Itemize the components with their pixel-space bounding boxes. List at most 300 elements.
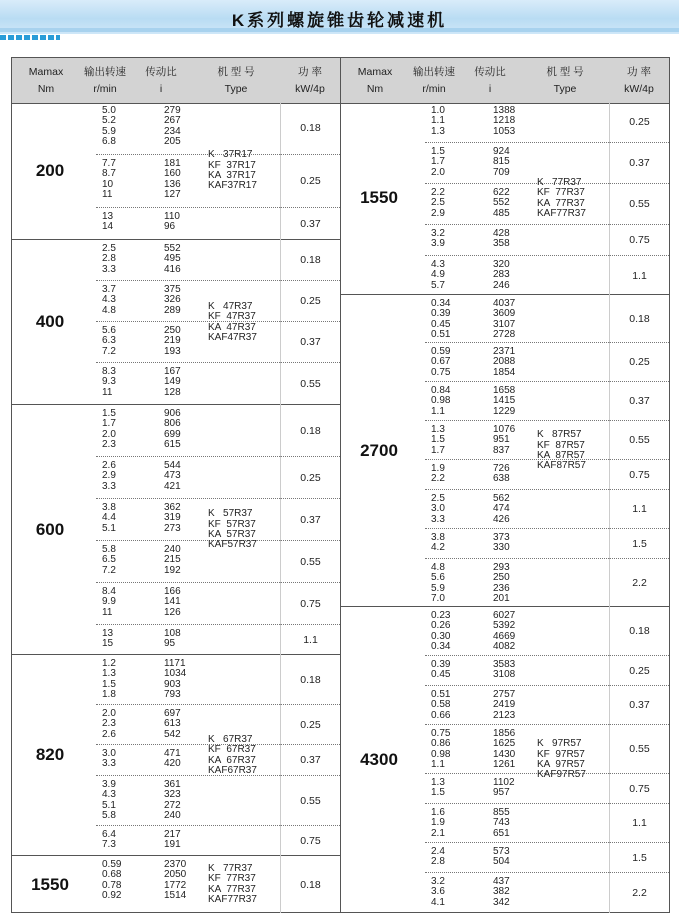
ratio-list bbox=[164, 212, 204, 233]
ratio-value: 437 bbox=[493, 876, 510, 887]
output-speed-value: 6.5 bbox=[102, 554, 116, 566]
ratio-value: 361 bbox=[164, 779, 181, 790]
ratio-value: 2370 bbox=[164, 859, 187, 870]
ratio-value: 127 bbox=[164, 188, 181, 200]
torque-value: 820 bbox=[35, 745, 65, 764]
ratio-list bbox=[164, 709, 204, 740]
model-type-value: KA 77R37 bbox=[537, 197, 585, 209]
model-type-value: KF 77R37 bbox=[537, 187, 585, 199]
ratio-value: 474 bbox=[493, 503, 510, 515]
model-type-value: KAF67R37 bbox=[208, 764, 257, 776]
ratio-list bbox=[493, 386, 533, 417]
output-speed-value: 1.8 bbox=[102, 688, 116, 700]
ratio-list bbox=[164, 860, 204, 901]
ratio-value: 421 bbox=[164, 480, 181, 492]
output-speed-value: 4.3 bbox=[102, 789, 116, 801]
output-speed-value: 5.7 bbox=[431, 279, 445, 291]
ratio-value: 279 bbox=[164, 105, 181, 116]
ratio-value: 373 bbox=[493, 532, 510, 543]
header-speed-unit: r/min bbox=[93, 83, 117, 95]
ratio-value: 246 bbox=[493, 279, 510, 291]
ratio-value: 1053 bbox=[493, 125, 516, 137]
ratio-value: 1658 bbox=[493, 385, 516, 396]
output-speed-list bbox=[102, 780, 142, 821]
header-power-label: 功 率 bbox=[627, 66, 651, 78]
header-speed bbox=[409, 64, 459, 98]
ratio-value: 320 bbox=[493, 259, 510, 270]
output-speed-list bbox=[431, 494, 471, 525]
ratio-value: 793 bbox=[164, 688, 181, 700]
output-speed-value: 1.3 bbox=[102, 668, 116, 680]
output-speed-value: 3.3 bbox=[431, 513, 445, 525]
output-speed-value: 2.5 bbox=[431, 493, 445, 504]
ratio-list bbox=[493, 847, 533, 868]
header-power-unit: kW/4p bbox=[624, 83, 654, 95]
output-speed-list bbox=[431, 690, 471, 721]
ratio-list bbox=[493, 229, 533, 250]
header-ratio-label: 传动比 bbox=[474, 66, 506, 78]
power-value: 0.55 bbox=[280, 541, 340, 583]
output-speed-value: 4.9 bbox=[431, 269, 445, 281]
ratio-value: 293 bbox=[493, 562, 510, 573]
ratio-value: 193 bbox=[164, 345, 181, 357]
ratio-list bbox=[164, 780, 204, 821]
model-type-list bbox=[208, 405, 280, 655]
model-type-value: KA 77R37 bbox=[208, 883, 256, 895]
output-speed-value: 3.2 bbox=[431, 228, 445, 239]
ratio-value: 951 bbox=[493, 434, 510, 446]
torque-value: 400 bbox=[35, 312, 65, 331]
power-value: 2.2 bbox=[609, 873, 669, 913]
ratio-value: 495 bbox=[164, 253, 181, 265]
model-type-value: K 67R37 bbox=[208, 733, 253, 745]
model-type-value: KA 67R37 bbox=[208, 754, 256, 766]
output-speed-value: 0.84 bbox=[431, 385, 451, 396]
model-type-value: KA 47R37 bbox=[208, 321, 256, 333]
power-value: 1.1 bbox=[609, 804, 669, 843]
output-speed-value: 5.9 bbox=[431, 582, 445, 594]
output-speed-value: 1.5 bbox=[431, 146, 445, 157]
output-speed-value: 1.9 bbox=[431, 463, 445, 474]
output-speed-list bbox=[431, 425, 471, 456]
ratio-value: 1772 bbox=[164, 879, 187, 891]
output-speed-list bbox=[431, 260, 471, 291]
output-speed-value: 2.6 bbox=[102, 728, 116, 740]
output-speed-value: 0.26 bbox=[431, 620, 451, 632]
power-value: 0.37 bbox=[609, 382, 669, 421]
power-value: 0.18 bbox=[280, 405, 340, 457]
output-speed-value: 8.3 bbox=[102, 366, 116, 377]
output-speed-value: 4.2 bbox=[431, 542, 445, 554]
ratio-value: 149 bbox=[164, 376, 181, 388]
header-torque-unit: Nm bbox=[366, 83, 384, 95]
output-speed-value: 4.4 bbox=[102, 512, 116, 524]
output-speed-value: 1.1 bbox=[431, 758, 445, 770]
ratio-list bbox=[493, 877, 533, 908]
ratio-value: 2088 bbox=[493, 356, 516, 368]
ratio-value: 160 bbox=[164, 168, 181, 180]
output-speed-list bbox=[102, 285, 142, 316]
model-type-list bbox=[208, 856, 280, 913]
output-speed-value: 1.7 bbox=[431, 156, 445, 168]
ratio-list bbox=[493, 260, 533, 291]
output-speed-value: 14 bbox=[102, 221, 114, 233]
ratio-value: 699 bbox=[164, 428, 181, 440]
power-value: 0.25 bbox=[609, 102, 669, 143]
ratio-list bbox=[164, 106, 204, 147]
ratio-value: 167 bbox=[164, 366, 181, 377]
ratio-value: 3108 bbox=[493, 669, 516, 681]
model-type-value: KAF87R57 bbox=[537, 460, 586, 472]
output-speed-list bbox=[102, 159, 142, 200]
output-speed-value: 0.58 bbox=[431, 699, 451, 711]
right-table bbox=[340, 57, 670, 913]
ratio-value: 136 bbox=[164, 178, 181, 190]
ratio-value: 192 bbox=[164, 564, 181, 576]
output-speed-value: 5.6 bbox=[431, 572, 445, 584]
model-type-value: KF 97R57 bbox=[537, 748, 585, 760]
table-header bbox=[341, 58, 669, 104]
output-speed-value: 6.4 bbox=[102, 829, 116, 840]
ratio-value: 323 bbox=[164, 789, 181, 801]
ratio-list bbox=[164, 830, 204, 851]
header-ratio bbox=[459, 64, 521, 98]
ratio-value: 1854 bbox=[493, 366, 516, 378]
ratio-value: 201 bbox=[493, 592, 510, 604]
output-speed-value: 7.7 bbox=[102, 158, 116, 169]
ratio-value: 342 bbox=[493, 896, 510, 908]
output-speed-value: 4.8 bbox=[102, 304, 116, 316]
output-speed-list bbox=[431, 188, 471, 219]
ratio-list bbox=[164, 159, 204, 200]
ratio-value: 426 bbox=[493, 513, 510, 525]
output-speed-value: 0.75 bbox=[431, 728, 451, 739]
power-value: 0.18 bbox=[280, 655, 340, 705]
model-type-value: KAF97R57 bbox=[537, 769, 586, 781]
ratio-value: 1430 bbox=[493, 748, 516, 760]
model-type-list bbox=[208, 655, 280, 856]
output-speed-value: 2.8 bbox=[102, 253, 116, 265]
power-value: 0.37 bbox=[609, 143, 669, 184]
power-value: 2.2 bbox=[609, 559, 669, 607]
page-title: K系列螺旋锥齿轮减速机 bbox=[231, 11, 448, 30]
model-type-value: KAF47R37 bbox=[208, 331, 257, 343]
ratio-list bbox=[164, 326, 204, 357]
ratio-value: 1856 bbox=[493, 728, 516, 739]
ratio-value: 283 bbox=[493, 269, 510, 281]
header-ratio-label: 传动比 bbox=[145, 66, 177, 78]
output-speed-value: 0.34 bbox=[431, 640, 451, 652]
output-speed-value: 3.7 bbox=[102, 284, 116, 295]
ratio-value: 622 bbox=[493, 187, 510, 198]
ratio-value: 128 bbox=[164, 386, 181, 398]
model-type-value: KA 97R57 bbox=[537, 759, 585, 770]
ratio-value: 957 bbox=[493, 787, 510, 799]
power-value: 0.75 bbox=[609, 774, 669, 804]
ratio-value: 615 bbox=[164, 438, 181, 450]
ratio-value: 1261 bbox=[493, 758, 516, 770]
output-speed-value: 0.51 bbox=[431, 328, 451, 340]
power-value: 0.75 bbox=[280, 583, 340, 625]
ratio-value: 471 bbox=[164, 748, 181, 759]
output-speed-value: 2.0 bbox=[102, 708, 116, 719]
output-speed-list bbox=[102, 709, 142, 740]
model-type-value: KF 57R37 bbox=[208, 518, 256, 530]
ratio-value: 3583 bbox=[493, 659, 516, 670]
power-value: 0.25 bbox=[280, 705, 340, 745]
ratio-value: 96 bbox=[164, 221, 176, 233]
model-type-value: KF 47R37 bbox=[208, 311, 256, 323]
ratio-value: 1102 bbox=[493, 777, 515, 788]
ratio-value: 709 bbox=[493, 166, 510, 178]
output-speed-value: 2.5 bbox=[431, 197, 445, 209]
power-value: 0.25 bbox=[280, 281, 340, 322]
ratio-list bbox=[164, 367, 204, 398]
output-speed-list bbox=[431, 778, 471, 799]
ratio-value: 205 bbox=[164, 135, 181, 147]
power-value: 0.18 bbox=[280, 240, 340, 281]
power-value: 0.18 bbox=[609, 295, 669, 343]
output-speed-list bbox=[431, 464, 471, 485]
header-model-unit: Type bbox=[553, 83, 577, 95]
power-value: 0.25 bbox=[609, 656, 669, 686]
power-value: 0.37 bbox=[280, 745, 340, 776]
output-speed-value: 10 bbox=[102, 178, 114, 190]
header-power-label: 功 率 bbox=[298, 66, 322, 78]
output-speed-list bbox=[431, 847, 471, 868]
model-type-list bbox=[208, 102, 280, 240]
model-type-value: KA 37R17 bbox=[208, 170, 256, 181]
output-speed-value: 2.8 bbox=[431, 856, 445, 868]
ratio-value: 4082 bbox=[493, 640, 516, 652]
ratio-list bbox=[493, 660, 533, 681]
ratio-list bbox=[164, 503, 204, 534]
ratio-value: 289 bbox=[164, 304, 181, 316]
header-model bbox=[521, 64, 609, 98]
output-speed-value: 1.7 bbox=[102, 418, 116, 430]
output-speed-list bbox=[431, 533, 471, 554]
output-speed-value: 1.5 bbox=[102, 678, 116, 690]
output-speed-value: 1.3 bbox=[431, 777, 445, 788]
output-speed-value: 8.7 bbox=[102, 168, 116, 180]
model-type-value: K 87R57 bbox=[537, 429, 582, 441]
output-speed-value: 7.3 bbox=[102, 839, 116, 851]
output-speed-value: 1.3 bbox=[431, 424, 445, 435]
ratio-value: 837 bbox=[493, 444, 510, 456]
output-speed-value: 3.3 bbox=[102, 758, 116, 770]
output-speed-value: 1.0 bbox=[431, 105, 445, 116]
ratio-value: 906 bbox=[164, 408, 181, 419]
ratio-value: 1034 bbox=[164, 668, 187, 680]
output-speed-value: 2.3 bbox=[102, 718, 116, 730]
header-speed bbox=[80, 64, 130, 98]
ratio-value: 552 bbox=[493, 197, 510, 209]
ratio-value: 126 bbox=[164, 606, 181, 618]
ratio-value: 250 bbox=[493, 572, 510, 584]
output-speed-value: 5.9 bbox=[102, 125, 116, 137]
ratio-list bbox=[164, 749, 204, 770]
output-speed-value: 5.8 bbox=[102, 544, 116, 555]
power-value: 0.75 bbox=[609, 225, 669, 256]
ratio-list bbox=[164, 545, 204, 576]
power-value: 0.55 bbox=[609, 421, 669, 460]
power-value: 0.55 bbox=[609, 184, 669, 225]
output-speed-value: 8.4 bbox=[102, 586, 116, 597]
torque-group bbox=[341, 607, 669, 913]
ratio-value: 2757 bbox=[493, 689, 516, 700]
output-speed-list bbox=[102, 503, 142, 534]
output-speed-value: 0.86 bbox=[431, 738, 451, 750]
output-speed-list bbox=[102, 409, 142, 450]
ratio-value: 1415 bbox=[493, 395, 516, 407]
output-speed-list bbox=[431, 611, 471, 652]
output-speed-value: 0.39 bbox=[431, 308, 451, 320]
header-torque bbox=[341, 64, 409, 98]
ratio-value: 4037 bbox=[493, 298, 516, 309]
header-torque-label: Mamax bbox=[357, 66, 393, 78]
ratio-value: 428 bbox=[493, 228, 510, 239]
ratio-value: 416 bbox=[164, 263, 181, 275]
ratio-value: 903 bbox=[164, 678, 181, 690]
output-speed-list bbox=[102, 860, 142, 901]
ratio-value: 234 bbox=[164, 125, 181, 137]
ratio-list bbox=[493, 533, 533, 554]
torque-group bbox=[12, 856, 340, 913]
power-value: 0.18 bbox=[280, 102, 340, 155]
header-power bbox=[280, 64, 340, 98]
output-speed-value: 2.0 bbox=[102, 428, 116, 440]
ratio-value: 697 bbox=[164, 708, 181, 719]
output-speed-value: 0.23 bbox=[431, 610, 451, 621]
ratio-value: 110 bbox=[164, 211, 180, 222]
output-speed-value: 1.6 bbox=[431, 807, 445, 818]
output-speed-value: 3.0 bbox=[431, 503, 445, 515]
output-speed-list bbox=[431, 729, 471, 770]
power-value: 1.5 bbox=[609, 529, 669, 559]
header-model-unit: Type bbox=[224, 83, 248, 95]
output-speed-value: 9.3 bbox=[102, 376, 116, 388]
output-speed-list bbox=[431, 660, 471, 681]
power-value: 1.1 bbox=[280, 625, 340, 655]
output-speed-value: 3.8 bbox=[431, 532, 445, 543]
model-type-value: K 57R37 bbox=[208, 508, 253, 520]
ratio-value: 1514 bbox=[164, 889, 187, 901]
ratio-value: 1229 bbox=[493, 405, 516, 417]
output-speed-list bbox=[102, 461, 142, 492]
power-value: 0.18 bbox=[280, 856, 340, 913]
ratio-value: 382 bbox=[493, 886, 510, 898]
power-value: 0.18 bbox=[609, 607, 669, 656]
output-speed-value: 1.5 bbox=[431, 434, 445, 446]
power-value: 0.55 bbox=[609, 725, 669, 774]
ratio-value: 319 bbox=[164, 512, 181, 524]
output-speed-list bbox=[431, 299, 471, 340]
model-type-value: KAF77R37 bbox=[537, 207, 586, 219]
output-speed-value: 2.2 bbox=[431, 473, 445, 485]
output-speed-value: 3.2 bbox=[431, 876, 445, 887]
output-speed-value: 11 bbox=[102, 188, 113, 200]
output-speed-value: 2.9 bbox=[102, 470, 116, 482]
output-speed-value: 3.9 bbox=[431, 238, 445, 250]
output-speed-list bbox=[431, 877, 471, 908]
power-value: 0.75 bbox=[609, 460, 669, 490]
ratio-value: 191 bbox=[164, 839, 181, 851]
output-speed-value: 9.9 bbox=[102, 596, 116, 608]
output-speed-value: 0.59 bbox=[431, 346, 451, 357]
model-type-list bbox=[208, 240, 280, 405]
output-speed-value: 0.51 bbox=[431, 689, 451, 700]
model-type-value: KF 37R17 bbox=[208, 159, 256, 171]
ratio-list bbox=[493, 347, 533, 378]
output-speed-value: 0.39 bbox=[431, 659, 451, 670]
ratio-value: 855 bbox=[493, 807, 510, 818]
output-speed-value: 2.0 bbox=[431, 166, 445, 178]
ratio-value: 2419 bbox=[493, 699, 516, 711]
output-speed-value: 4.8 bbox=[431, 562, 445, 573]
model-type-value: KA 87R57 bbox=[537, 450, 585, 461]
output-speed-value: 1.2 bbox=[102, 658, 116, 669]
ratio-value: 1218 bbox=[493, 115, 516, 127]
ratio-list bbox=[164, 244, 204, 275]
output-speed-list bbox=[431, 229, 471, 250]
model-type-list bbox=[537, 102, 609, 295]
output-speed-value: 7.2 bbox=[102, 345, 116, 357]
output-speed-value: 5.1 bbox=[102, 799, 116, 811]
output-speed-value: 3.8 bbox=[102, 502, 116, 513]
ratio-list bbox=[493, 425, 533, 456]
output-speed-value: 1.5 bbox=[102, 408, 116, 419]
torque-group bbox=[12, 405, 340, 655]
header-speed-label: 输出转速 bbox=[413, 66, 455, 78]
ratio-value: 473 bbox=[164, 470, 181, 482]
ratio-value: 651 bbox=[493, 827, 510, 839]
output-speed-list bbox=[431, 147, 471, 178]
ratio-value: 1171 bbox=[164, 658, 186, 669]
ratio-value: 108 bbox=[164, 628, 181, 639]
output-speed-list bbox=[102, 106, 142, 147]
ratio-value: 326 bbox=[164, 294, 181, 306]
power-value: 1.1 bbox=[609, 256, 669, 295]
ratio-value: 726 bbox=[493, 463, 510, 474]
output-speed-value: 2.9 bbox=[431, 207, 445, 219]
ratio-list bbox=[164, 587, 204, 618]
output-speed-value: 1.3 bbox=[431, 125, 445, 137]
output-speed-value: 0.75 bbox=[431, 366, 451, 378]
ratio-value: 504 bbox=[493, 856, 510, 868]
ratio-list bbox=[164, 461, 204, 492]
ratio-list bbox=[493, 563, 533, 604]
torque-value: 600 bbox=[35, 519, 65, 539]
power-value: 1.1 bbox=[609, 490, 669, 529]
output-speed-value: 5.6 bbox=[102, 325, 116, 336]
torque-value: 1550 bbox=[31, 874, 69, 894]
model-type-value: KAF77R37 bbox=[208, 893, 257, 905]
output-speed-value: 5.8 bbox=[102, 809, 116, 821]
output-speed-value: 0.30 bbox=[431, 630, 451, 642]
output-speed-value: 7.0 bbox=[431, 592, 445, 604]
output-speed-list bbox=[102, 326, 142, 357]
power-value: 0.25 bbox=[280, 155, 340, 208]
header-ratio-unit: i bbox=[488, 83, 492, 95]
output-speed-value: 2.5 bbox=[102, 243, 116, 254]
ratio-value: 330 bbox=[493, 542, 510, 554]
ratio-value: 4669 bbox=[493, 630, 516, 642]
power-value: 0.37 bbox=[280, 322, 340, 363]
ratio-value: 141 bbox=[164, 596, 181, 608]
power-value: 0.55 bbox=[280, 363, 340, 405]
left-table bbox=[11, 57, 341, 913]
ratio-list bbox=[493, 494, 533, 525]
